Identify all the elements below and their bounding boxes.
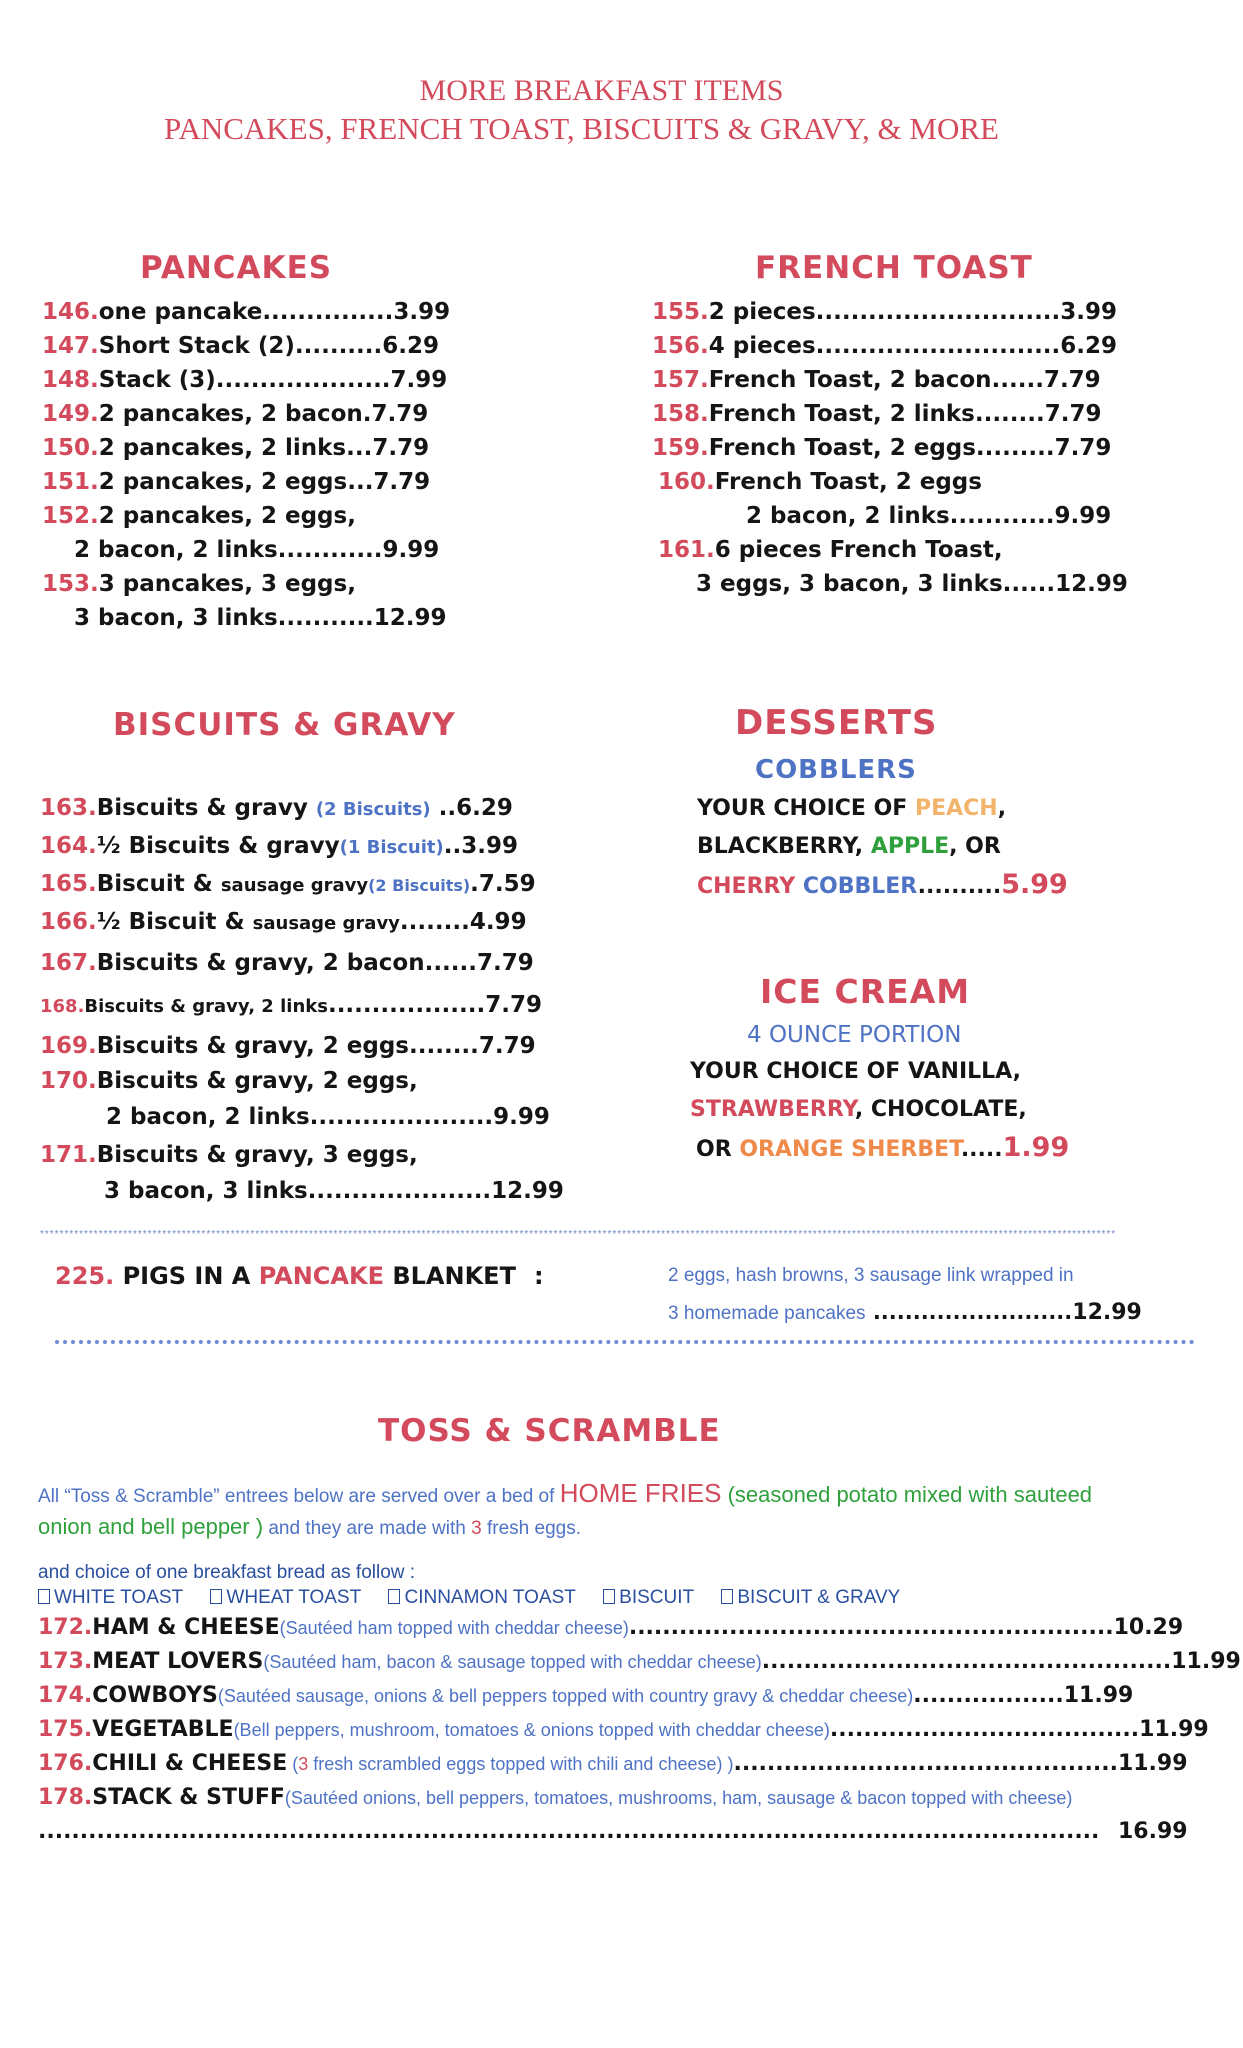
menu-item: 151.2 pancakes, 2 eggs...7.79 (42, 469, 431, 495)
menu-item: 148.Stack (3)....................7.99 (42, 367, 448, 393)
bread-option[interactable]: BISCUIT & GRAVY (721, 1587, 900, 1608)
menu-item: 146.one pancake...............3.99 (42, 299, 451, 325)
menu-item: 164.½ Biscuits & gravy(1 Biscuit)..3.99 (40, 833, 518, 859)
menu-item: 172.HAM & CHEESE(Sautéed ham topped with cheddar cheese)..........................................................10.29 (38, 1615, 1184, 1640)
menu-item: 173.MEAT LOVERS(Sautéed ham, bacon & sausage topped with cheddar cheese).................................................11.99 (38, 1649, 1241, 1674)
menu-item: 156.4 pieces............................6.29 (652, 333, 1118, 359)
menu-item: 153.3 pancakes, 3 eggs, (42, 571, 356, 597)
menu-item: 176.CHILI & CHEESE (3 fresh scrambled eggs topped with chili and cheese) )..............................................11.99 (38, 1751, 1188, 1776)
desserts-title: DESSERTS (735, 703, 938, 743)
menu-item: 147.Short Stack (2)..........6.29 (42, 333, 439, 359)
pigs-description-line: 3 homemade pancakes .........................12.99 (668, 1300, 1142, 1325)
cobbler-line: CHERRY COBBLER..........5.99 (697, 869, 1068, 900)
ice-cream-line: STRAWBERRY, CHOCOLATE, (690, 1097, 1027, 1122)
toss-scramble-intro (38, 1478, 1218, 1544)
star-separator: **************************************************************************************************************************************************************************************************************************** (40, 1230, 1117, 1240)
menu-item: 165.Biscuit & sausage gravy(2 Biscuits).7.59 (40, 871, 536, 897)
menu-item-continued: 3 eggs, 3 bacon, 3 links......12.99 (696, 571, 1128, 597)
checkbox-icon (210, 1589, 222, 1604)
bread-option[interactable]: WHEAT TOAST (210, 1587, 361, 1608)
biscuits-gravy-title: BISCUITS & GRAVY (113, 707, 456, 743)
menu-item: 159.French Toast, 2 eggs.........7.79 (652, 435, 1112, 461)
menu-header (0, 72, 1243, 148)
pigs-in-blanket-title: 225. PIGS IN A PANCAKE BLANKET : (55, 1262, 544, 1290)
menu-item-continued: 2 bacon, 2 links............9.99 (746, 503, 1112, 529)
menu-item: 157.French Toast, 2 bacon......7.79 (652, 367, 1101, 393)
menu-item-continued: 3 bacon, 3 links.....................12.99 (104, 1178, 564, 1204)
header-line-2: PANCAKES, FRENCH TOAST, BISCUITS & GRAVY, & MORE (164, 111, 999, 146)
intro-line: All “Toss & Scramble” entrees below are served over a bed of HOME FRIES (seasoned potato mixed with sauteed (38, 1478, 1093, 1508)
menu-item: 175.VEGETABLE(Bell peppers, mushroom, tomatoes & onions topped with cheddar cheese).....................................11.99 (38, 1717, 1209, 1742)
menu-item: 174.COWBOYS(Sautéed sausage, onions & bell peppers topped with country gravy & cheddar cheese)..................11.99 (38, 1683, 1134, 1708)
ice-cream-description (690, 1053, 1069, 1169)
menu-item-continued: 2 bacon, 2 links............9.99 (74, 537, 440, 563)
menu-item: 167.Biscuits & gravy, 2 bacon......7.79 (40, 950, 534, 976)
menu-item: 150.2 pancakes, 2 links...7.79 (42, 435, 430, 461)
pigs-description (668, 1258, 1142, 1332)
menu-item: 163.Biscuits & gravy (2 Biscuits) ..6.29 (40, 795, 513, 821)
menu-item-continued: 3 bacon, 3 links...........12.99 (74, 605, 447, 631)
pigs-description-line: 2 eggs, hash browns, 3 sausage link wrapped in (668, 1265, 1074, 1286)
bread-option[interactable]: BISCUIT (603, 1587, 694, 1608)
menu-item: 166.½ Biscuit & sausage gravy........4.99 (40, 909, 527, 935)
menu-item: 149.2 pancakes, 2 bacon.7.79 (42, 401, 429, 427)
menu-item: 178.STACK & STUFF(Sautéed onions, bell peppers, tomatoes, mushrooms, ham, sausage & bacon topped with cheese) (38, 1785, 1073, 1810)
menu-item: 152.2 pancakes, 2 eggs, (42, 503, 356, 529)
cobblers-subtitle: COBBLERS (755, 755, 917, 785)
menu-item: 161.6 pieces French Toast, (658, 537, 1003, 563)
dotted-separator (55, 1340, 1195, 1348)
checkbox-icon (38, 1589, 50, 1604)
intro-line: onion and bell pepper ) and they are made with 3 fresh eggs. (38, 1514, 581, 1539)
menu-item-continued: ............................................................................................................................... 16.99 (38, 1819, 1188, 1844)
biscuits-list (40, 790, 564, 1208)
ice-cream-line: YOUR CHOICE OF VANILLA, (690, 1059, 1021, 1084)
checkbox-icon (603, 1589, 615, 1604)
french-toast-list (652, 295, 1128, 601)
menu-item: 155.2 pieces............................3.99 (652, 299, 1118, 325)
bread-option[interactable]: CINNAMON TOAST (388, 1587, 575, 1608)
toss-scramble-title: TOSS & SCRAMBLE (378, 1413, 721, 1449)
bread-options (38, 1587, 922, 1609)
french-toast-title: FRENCH TOAST (755, 250, 1033, 286)
pancakes-title: PANCAKES (140, 250, 333, 286)
cobbler-line: YOUR CHOICE OF PEACH, (697, 796, 1007, 821)
pancakes-list (42, 295, 450, 635)
menu-item: 169.Biscuits & gravy, 2 eggs........7.79 (40, 1033, 536, 1059)
checkbox-icon (388, 1589, 400, 1604)
checkbox-icon (721, 1589, 733, 1604)
ice-cream-title: ICE CREAM (760, 972, 971, 1011)
toss-scramble-list (38, 1611, 1241, 1849)
menu-item: 158.French Toast, 2 links........7.79 (652, 401, 1102, 427)
bread-choice-label: and choice of one breakfast bread as follow : (38, 1562, 416, 1583)
cobblers-description (697, 790, 1068, 906)
menu-item: 168.Biscuits & gravy, 2 links..................7.79 (40, 992, 542, 1018)
menu-item: 171.Biscuits & gravy, 3 eggs, (40, 1142, 418, 1168)
cobbler-line: BLACKBERRY, APPLE, OR (697, 834, 1001, 859)
ice-cream-line: OR ORANGE SHERBET.....1.99 (696, 1132, 1070, 1163)
menu-item: 160.French Toast, 2 eggs (658, 469, 982, 495)
menu-item-continued: 2 bacon, 2 links.....................9.99 (106, 1104, 550, 1130)
ice-cream-subtitle: 4 OUNCE PORTION (747, 1022, 962, 1048)
menu-item: 170.Biscuits & gravy, 2 eggs, (40, 1068, 418, 1094)
bread-option[interactable]: WHITE TOAST (38, 1587, 183, 1608)
header-line-1: MORE BREAKFAST ITEMS (419, 74, 784, 107)
